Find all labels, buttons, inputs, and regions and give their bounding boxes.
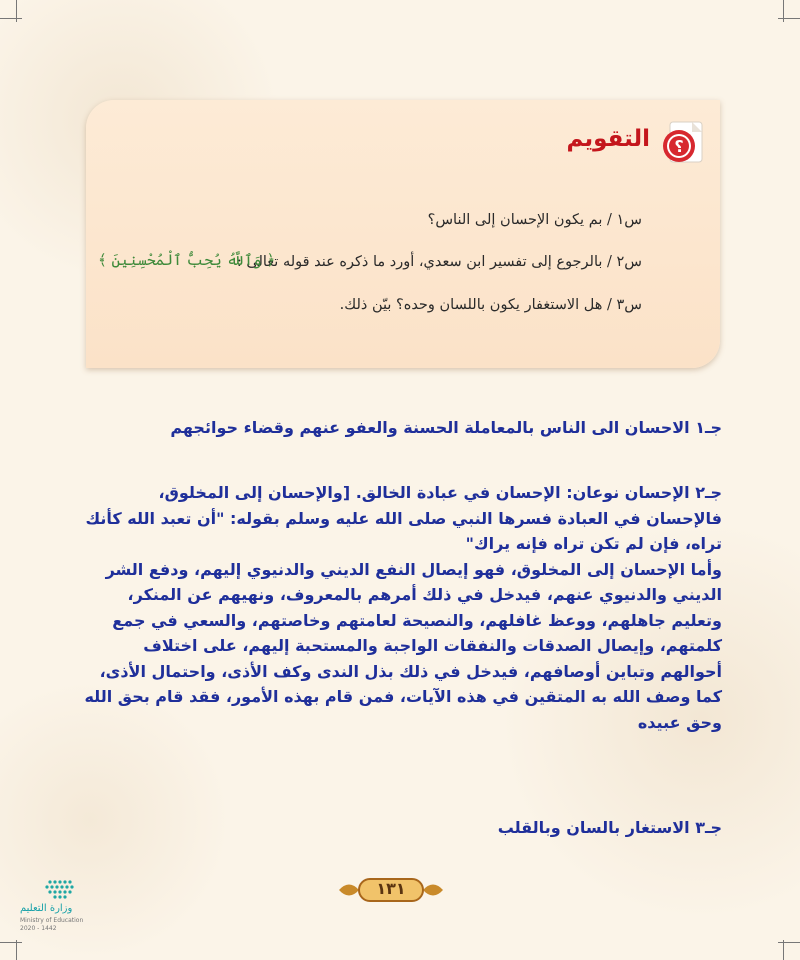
svg-text:؟: ؟ [674,137,684,156]
evaluation-question-icon [662,120,706,166]
answer-2 [62,480,722,735]
quran-verse: ﴿ وَٱللَّهُ يُحِبُّ ٱلْمُحْسِنِينَ ﴾ [98,251,276,269]
crop-mark [778,942,800,943]
crop-mark [783,940,784,960]
crop-mark [778,18,800,19]
answer-2-line: فالإحسان في العبادة فسرها النبي صلى الله عليه وسلم بقوله: "أن تعبد الله كأنك [85,508,722,528]
question-3: س٣ / هل الاستغفار يكون باللسان وحده؟ بيّن ذلك. [339,297,642,313]
answer-2-line: وحق عبيده [637,712,722,732]
crop-mark [0,942,22,943]
evaluation-title: التقويم [566,126,650,152]
answer-2-line: كما وصف الله به المتقين في هذه الآيات، فمن قام بهذه الأمور، فقد قام بحق الله [84,687,722,706]
crop-mark [0,18,22,19]
answer-2-line: وتعليم جاهلهم، ووعظ غافلهم، والنصيحة لعامتهم وخاصتهم، والسعي في جمع [112,610,722,630]
page-number: ١٣١ [376,879,406,898]
answer-2-line: كلمتهم، وإيصال الصدقات والنفقات الواجبة والمستحبة إليهم، على اختلاف [143,636,722,655]
ministry-name-english: Ministry of Education [20,917,84,924]
answer-2-line: وأما الإحسان إلى المخلوق، فهو إيصال النفع الديني والدنيوي إليهم، ودفع الشر [105,559,722,579]
answer-1: جـ١ الاحسان الى الناس بالمعاملة الحسنة والعفو عنهم وقضاء حوائجهم [170,418,722,437]
question-1: س١ / بم يكون الإحسان إلى الناس؟ [427,212,642,228]
answer-2-line: الديني والدنيوي عنهم، فيدخل في ذلك أمرهم بالمعروف، ونهيهم عن المنكر، [127,585,722,604]
answer-2-line: تراه، فإن لم تكن تراه فإنه يراك" [465,534,722,553]
ministry-name: وزارة التعليم [20,903,73,914]
answer-2-line: جـ٢ الإحسان نوعان: الإحسان في عبادة الخالق. [والإحسان إلى المخلوق، [158,483,722,502]
crop-mark [16,940,17,960]
answer-2-line: أحوالهم وتباين أوصافهم، فيدخل في ذلك بذل الندى وكف الأذى، واحتمال الأذى، [99,661,722,681]
ministry-year: 2020 - 1442 [20,925,57,932]
answer-3: جـ٣ الاستغار بالسان وبالقلب [497,818,722,837]
question-2: س٢ / بالرجوع إلى تفسير ابن سعدي، أورد ما ذكره عند قوله تعالى : [236,254,642,270]
